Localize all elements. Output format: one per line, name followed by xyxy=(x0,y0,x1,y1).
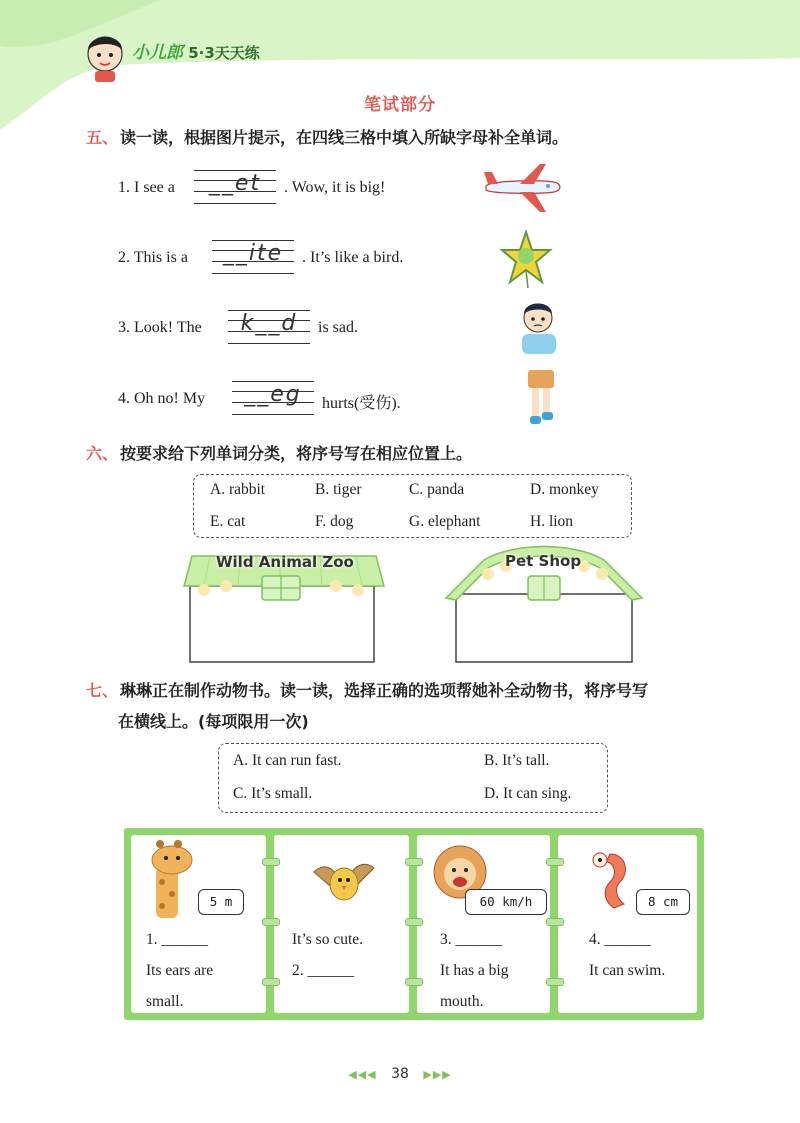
q6-instruction: 按要求给下列单词分类，将序号写在相应位置上。 xyxy=(120,444,473,463)
q5-item-2-blank[interactable] xyxy=(212,236,294,276)
card-4-text: It can swim. xyxy=(589,962,666,979)
q5-item-3-blank[interactable] xyxy=(228,306,310,346)
q6-option-f: F. dog xyxy=(315,513,354,530)
q5-instruction: 读一读，根据图片提示，在四线三格中填入所缺字母补全单词。 xyxy=(120,128,569,147)
q6-option-h: H. lion xyxy=(530,513,574,530)
q7-option-b: B. It’s tall. xyxy=(484,752,550,769)
binder-ring xyxy=(405,978,423,986)
page-number: 38 xyxy=(391,1066,409,1082)
binder-ring xyxy=(405,858,423,866)
q5-item-1-suffix: . Wow, it is big! xyxy=(284,179,386,196)
q7-number: 七、 xyxy=(86,681,119,700)
q7-heading xyxy=(86,678,648,701)
q7-option-c: C. It’s small. xyxy=(233,785,313,802)
q6-heading xyxy=(86,441,472,464)
q5-item-1-prefix: 1. I see a xyxy=(118,179,175,196)
boy-mascot-icon xyxy=(80,28,130,83)
brand-header xyxy=(132,38,260,63)
q6-option-d: D. monkey xyxy=(530,481,599,498)
leg-icon xyxy=(524,366,558,428)
card-1-text-line1: Its ears are xyxy=(146,962,214,979)
shrimp-icon xyxy=(580,848,636,912)
kite-icon xyxy=(498,228,554,290)
airplane-icon xyxy=(482,160,564,216)
q7-instruction-line1: 琳琳正在制作动物书。读一读，选择正确的选项帮她补全动物书，将序号写 xyxy=(120,681,649,700)
q5-item-3-prefix: 3. Look! The xyxy=(118,319,202,336)
card-3-blank[interactable]: 3. ______ xyxy=(440,931,502,948)
q6-number: 六、 xyxy=(86,444,119,463)
q7-option-a: A. It can run fast. xyxy=(233,752,342,769)
q7-option-d: D. It can sing. xyxy=(484,785,572,802)
card-3-text-line1: It has a big xyxy=(440,962,509,979)
q5-item-4-prefix: 4. Oh no! My xyxy=(118,390,206,407)
card-2-text: It’s so cute. xyxy=(292,931,364,948)
q6-option-a: A. rabbit xyxy=(210,481,266,498)
binder-ring xyxy=(546,918,564,926)
binder-ring xyxy=(405,918,423,926)
q6-option-e: E. cat xyxy=(210,513,246,530)
q6-option-g: G. elephant xyxy=(409,513,481,530)
q6-option-c: C. panda xyxy=(409,481,465,498)
q5-item-1-fill: __et xyxy=(208,171,262,196)
wild-animal-zoo-label: Wild Animal Zoo xyxy=(216,553,354,571)
binder-ring xyxy=(262,978,280,986)
q5-item-1-blank[interactable] xyxy=(194,166,276,206)
pet-shop-label: Pet Shop xyxy=(505,552,582,570)
card-3-text-line2: mouth. xyxy=(440,993,484,1010)
brand-series: 5·3天天练 xyxy=(188,44,260,62)
q5-item-3-fill: k__d xyxy=(240,311,298,336)
binder-ring xyxy=(262,918,280,926)
q5-item-2-prefix: 2. This is a xyxy=(118,249,188,266)
lion-speed-tag: 60 km/h xyxy=(465,889,547,915)
section-title: 笔试部分 xyxy=(364,95,436,115)
card-2-blank[interactable]: 2. ______ xyxy=(292,962,354,979)
bird-icon xyxy=(310,852,378,910)
brand-logo: 小儿郎 xyxy=(132,43,183,63)
giraffe-icon xyxy=(146,838,202,920)
left-arrows-icon: ◀◀◀ xyxy=(348,1068,377,1081)
q5-item-4-fill: __eg xyxy=(244,382,302,407)
shrimp-length-tag: 8 cm xyxy=(636,889,690,915)
q5-item-2-suffix: . It’s like a bird. xyxy=(302,249,404,266)
card-1-text-line2: small. xyxy=(146,993,184,1010)
q5-item-4-blank[interactable] xyxy=(232,377,314,417)
q5-item-4-suffix: hurts(受伤). xyxy=(322,395,401,412)
q6-option-b: B. tiger xyxy=(315,481,362,498)
q5-number: 五、 xyxy=(86,128,119,147)
card-4-blank[interactable]: 4. ______ xyxy=(589,931,651,948)
giraffe-height-tag: 5 m xyxy=(198,889,244,915)
page-footer xyxy=(0,1066,800,1082)
q5-item-2-fill: __ite xyxy=(222,241,284,266)
card-1-blank[interactable]: 1. ______ xyxy=(146,931,208,948)
right-arrows-icon: ▶▶▶ xyxy=(423,1068,452,1081)
binder-ring xyxy=(546,978,564,986)
q7-instruction-line2: 在横线上。(每项限用一次) xyxy=(118,712,309,731)
kid-icon xyxy=(516,298,562,358)
q5-item-3-suffix: is sad. xyxy=(318,319,358,336)
binder-ring xyxy=(546,858,564,866)
binder-ring xyxy=(262,858,280,866)
q5-heading xyxy=(86,125,568,148)
